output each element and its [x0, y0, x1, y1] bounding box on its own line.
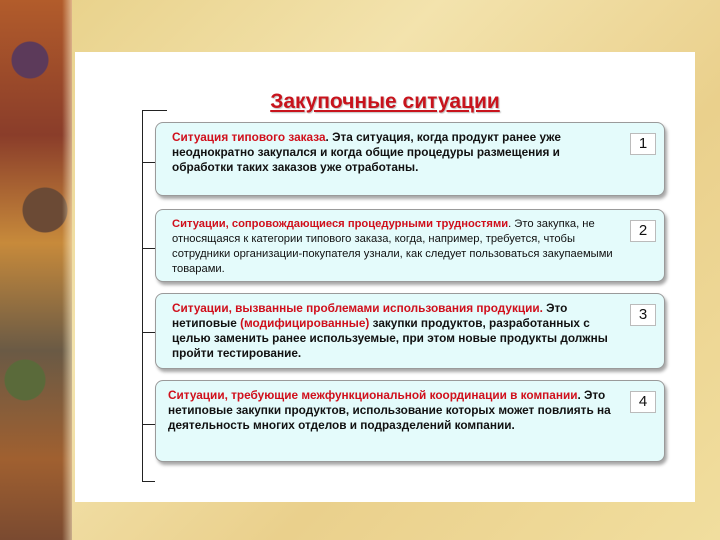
situation-heading: Ситуация типового заказа: [172, 130, 326, 144]
situation-card-4: [155, 380, 665, 462]
situation-card-2: [155, 209, 665, 282]
situation-highlight: (модифицированные): [240, 316, 370, 330]
situation-description: . Эта ситуация, когда продукт ранее уже неоднократно закупался и когда общие процедуры размещения и обработки таких заказов уже отработаны.: [172, 130, 561, 174]
decorative-side-pattern: [0, 0, 72, 540]
situation-heading: Ситуации, требующие межфункциональной координации в компании: [168, 388, 578, 402]
situation-description: Это нетиповые: [172, 301, 568, 330]
bracket-bottom-tick: [142, 481, 155, 482]
situation-text: [172, 217, 624, 277]
situation-number: 1: [630, 133, 656, 155]
bracket-tick-1: [142, 162, 155, 163]
situation-heading: Ситуации, сопровождающиеся процедурными трудностями: [172, 218, 509, 230]
slide: [75, 52, 695, 502]
situation-number: 2: [630, 220, 656, 242]
situation-number: 3: [630, 304, 656, 326]
situation-description-continued: закупки продуктов, разработанных с целью заменить ранее используемые, при этом новые продукты должны пройти тестирование.: [172, 316, 608, 360]
bracket-tick-2: [142, 248, 155, 249]
situation-card-3: [155, 293, 665, 369]
bracket-tick-4: [142, 424, 155, 425]
bracket-tick-3: [142, 332, 155, 333]
situation-text: [168, 388, 624, 433]
situation-description: . Это нетиповые закупки продуктов, использование которых может повлиять на деятельность многих отделов и подразделений компании.: [168, 388, 611, 432]
situation-card-1: [155, 122, 665, 196]
situation-description: . Это закупка, не относящаяся к категории типового заказа, когда, например, требуется, чтобы сотрудники организации-покупателя узнали, как следует пользоваться закупаемыми товарами.: [172, 218, 613, 275]
situation-text: [172, 301, 624, 361]
situation-text: [172, 130, 624, 175]
bracket-line: [142, 110, 143, 481]
situation-heading: Ситуации, вызванные проблемами использования продукции.: [172, 301, 543, 315]
slide-title: Закупочные ситуации: [270, 90, 500, 113]
bracket-top-tick: [142, 110, 167, 111]
situation-number: 4: [630, 391, 656, 413]
